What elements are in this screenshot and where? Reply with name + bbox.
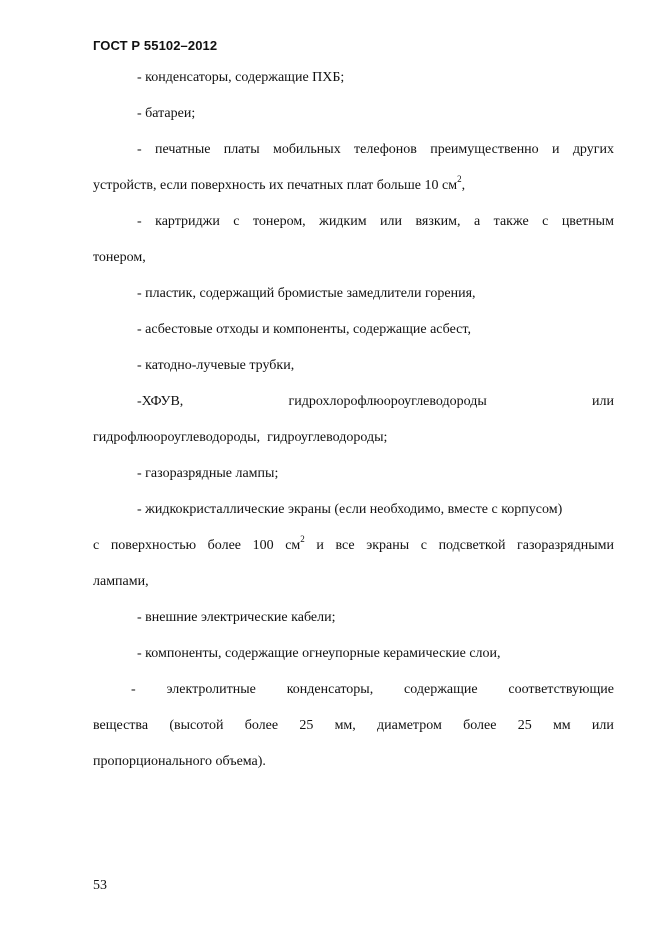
word: других bbox=[572, 142, 614, 157]
word: соответствующие bbox=[508, 682, 614, 697]
line-end: , bbox=[461, 178, 466, 193]
line-text: устройств, если поверхность их печатных плат больше 10 см bbox=[93, 178, 458, 193]
superscript: 2 bbox=[300, 534, 305, 544]
word: мм, bbox=[334, 718, 356, 733]
word: -ХФУВ, bbox=[137, 394, 184, 409]
word: также bbox=[493, 214, 529, 229]
word: тонером, bbox=[252, 214, 306, 229]
word: и bbox=[552, 142, 560, 157]
word: - bbox=[137, 142, 142, 157]
word: 25 bbox=[517, 718, 532, 733]
document-body bbox=[93, 60, 614, 780]
word: более bbox=[244, 718, 279, 733]
list-item-hcfc-line2: гидрофлюороуглеводороды, гидроуглеводороды; bbox=[93, 430, 388, 445]
list-item-pcb-phones-line1 bbox=[93, 132, 614, 168]
list-item-pcb-capacitors: - конденсаторы, содержащие ПХБ; bbox=[137, 70, 345, 85]
word: или bbox=[591, 718, 614, 733]
word: преимущественно bbox=[430, 142, 539, 157]
word: поверхностью bbox=[110, 538, 197, 553]
list-item-cartridges-line2: тонером, bbox=[93, 250, 146, 265]
word: - bbox=[137, 214, 142, 229]
list-item-batteries: - батареи; bbox=[137, 106, 196, 121]
word: содержащие bbox=[404, 682, 478, 697]
word: (высотой bbox=[169, 718, 224, 733]
word: печатные bbox=[154, 142, 211, 157]
word: картриджи bbox=[155, 214, 220, 229]
superscript: 2 bbox=[457, 174, 462, 184]
word: платы bbox=[223, 142, 260, 157]
list-item-asbestos: - асбестовые отходы и компоненты, содержащие асбест, bbox=[137, 322, 471, 337]
word: мобильных bbox=[272, 142, 341, 157]
word: с bbox=[542, 214, 549, 229]
word: более bbox=[207, 538, 242, 553]
word: жидким bbox=[319, 214, 367, 229]
word: см bbox=[285, 538, 301, 553]
word: с bbox=[420, 538, 427, 553]
word: - bbox=[131, 682, 136, 697]
list-item-electrolytic-line1 bbox=[93, 672, 614, 708]
word: газоразрядными bbox=[517, 538, 614, 553]
list-item-hcfc-line1 bbox=[93, 384, 614, 420]
list-item-electrolytic-line2 bbox=[93, 708, 614, 744]
word: а bbox=[474, 214, 481, 229]
word: экраны bbox=[366, 538, 410, 553]
word: подсветкой bbox=[438, 538, 506, 553]
word: с bbox=[233, 214, 240, 229]
word: более bbox=[463, 718, 497, 733]
word: и bbox=[316, 538, 324, 553]
word: гидрохлорофлюороуглеводороды bbox=[288, 394, 487, 409]
list-item-crt: - катодно-лучевые трубки, bbox=[137, 358, 295, 373]
word: 100 bbox=[252, 538, 274, 553]
list-item-electrolytic-line3: пропорционального объема). bbox=[93, 754, 266, 769]
word: цветным bbox=[561, 214, 614, 229]
list-item-plastic: - пластик, содержащий бромистые замедлители горения, bbox=[137, 286, 476, 301]
page-number: 53 bbox=[93, 878, 107, 893]
list-item-pcb-phones-line2 bbox=[93, 168, 614, 204]
word: все bbox=[335, 538, 355, 553]
word: или bbox=[592, 394, 614, 409]
list-item-gas-lamps: - газоразрядные лампы; bbox=[137, 466, 279, 481]
word: телефонов bbox=[354, 142, 417, 157]
word: с bbox=[93, 538, 100, 553]
list-item-ceramic: - компоненты, содержащие огнеупорные керамические слои, bbox=[137, 646, 501, 661]
word-with-sup bbox=[285, 528, 305, 564]
word: конденсаторы, bbox=[286, 682, 374, 697]
word: электролитные bbox=[166, 682, 256, 697]
word: диаметром bbox=[377, 718, 442, 733]
list-item-cartridges-line1 bbox=[93, 204, 614, 240]
word: мм bbox=[552, 718, 571, 733]
list-item-lcd-line1: - жидкокристаллические экраны (если необходимо, вместе с корпусом) bbox=[137, 502, 563, 517]
word: 25 bbox=[299, 718, 314, 733]
list-item-lcd-line3: лампами, bbox=[93, 574, 149, 589]
word: вещества bbox=[93, 718, 149, 733]
word: или bbox=[380, 214, 403, 229]
list-item-cables: - внешние электрические кабели; bbox=[137, 610, 336, 625]
list-item-lcd-line2 bbox=[93, 528, 614, 564]
word: вязким, bbox=[415, 214, 461, 229]
document-header: ГОСТ Р 55102–2012 bbox=[93, 38, 218, 53]
